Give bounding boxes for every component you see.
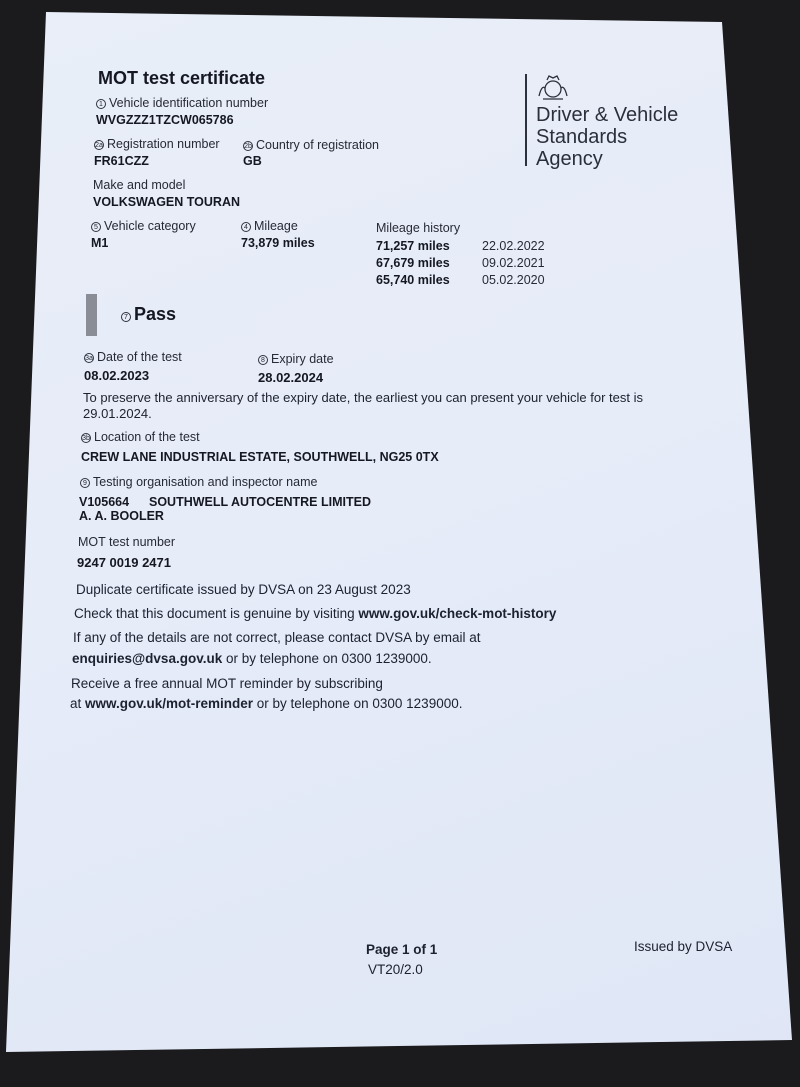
royal-crest-icon — [535, 72, 571, 102]
field-number-icon: 2b — [244, 143, 252, 150]
preserve-note: To preserve the anniversary of the expiry date, the earliest you can present your vehicle for test is — [83, 390, 644, 405]
contact-note-line2: enquiries@dvsa.gov.uk or by telephone on 0300 1239000. — [72, 651, 432, 666]
category-value: M1 — [91, 236, 109, 250]
mileage-history-label: Mileage history — [376, 221, 461, 235]
organisation-code: V105664 — [79, 495, 130, 509]
form-code: VT20/2.0 — [368, 962, 423, 977]
mot-reminder-link[interactable]: www.gov.uk/mot-reminder — [85, 696, 254, 711]
organisation-name: SOUTHWELL AUTOCENTRE LIMITED — [149, 495, 371, 509]
registration-value: FR61CZZ — [94, 154, 149, 168]
category-label: 5 Vehicle category — [91, 219, 196, 233]
result-pass: 7 Pass — [121, 304, 176, 325]
field-number-icon: 3a — [85, 355, 93, 362]
test-date-label: 3a Date of the test — [85, 350, 182, 364]
mileage-history-miles: 65,740 miles — [376, 273, 450, 287]
vin-label: 1 Vehicle identification number — [96, 96, 268, 110]
agency-divider — [525, 74, 527, 166]
inspector-name: A. A. BOOLER — [79, 509, 164, 523]
mileage-value: 73,879 miles — [241, 236, 315, 250]
reminder-note-line2: at www.gov.uk/mot-reminder or by telephone on 0300 1239000. — [70, 696, 463, 711]
country-value: GB — [243, 154, 262, 168]
expiry-label: 8 Expiry date — [258, 352, 334, 366]
issued-by: Issued by DVSA — [634, 939, 733, 954]
field-number-icon: 5 — [91, 222, 101, 232]
contact-note: If any of the details are not correct, please contact DVSA by email at — [73, 630, 481, 645]
location-value: CREW LANE INDUSTRIAL ESTATE, SOUTHWELL, NG25 0TX — [81, 450, 439, 464]
registration-label: 2a Registration number — [95, 137, 220, 151]
page-number: Page 1 of 1 — [366, 942, 438, 957]
document-title: MOT test certificate — [98, 68, 266, 88]
expiry-value: 28.02.2024 — [258, 370, 324, 385]
mileage-history-date: 09.02.2021 — [482, 256, 545, 270]
mileage-history-miles: 71,257 miles — [376, 239, 450, 253]
test-number-value: 9247 0019 2471 — [77, 555, 171, 570]
mileage-history-miles: 67,679 miles — [376, 256, 450, 270]
field-number-icon: 4 — [241, 222, 251, 232]
mileage-label: 4 Mileage — [241, 219, 298, 233]
field-number-icon: 3b — [82, 435, 90, 442]
mileage-history-date: 22.02.2022 — [482, 239, 545, 253]
make-model-label: Make and model — [93, 178, 186, 192]
preserve-note-date: 29.01.2024. — [83, 406, 152, 421]
agency-name: Driver & Vehicle Standards Agency — [536, 104, 679, 170]
field-number-icon: 2a — [95, 142, 103, 149]
check-note: Check that this document is genuine by visiting www.gov.uk/check-mot-history — [74, 606, 557, 621]
check-mot-history-link[interactable]: www.gov.uk/check-mot-history — [358, 606, 557, 621]
duplicate-note: Duplicate certificate issued by DVSA on 23 August 2023 — [76, 582, 411, 597]
result-bar — [86, 294, 97, 336]
field-number-icon: 1 — [96, 99, 106, 109]
field-number-icon: 7 — [121, 312, 131, 322]
field-number-icon: 8 — [258, 355, 268, 365]
country-label: 2b Country of registration — [244, 138, 379, 152]
test-date-value: 08.02.2023 — [84, 368, 150, 383]
reminder-note: Receive a free annual MOT reminder by subscribing — [71, 676, 383, 691]
make-model-value: VOLKSWAGEN TOURAN — [93, 195, 240, 209]
dvsa-email-link[interactable]: enquiries@dvsa.gov.uk — [72, 651, 223, 666]
test-number-label: MOT test number — [78, 535, 176, 549]
organisation-label: 9 Testing organisation and inspector name — [80, 475, 317, 489]
mileage-history-date: 05.02.2020 — [482, 273, 545, 287]
field-number-icon: 9 — [80, 478, 90, 488]
vin-value: WVGZZZ1TZCW065786 — [96, 113, 234, 127]
location-label: 3b Location of the test — [82, 430, 200, 444]
